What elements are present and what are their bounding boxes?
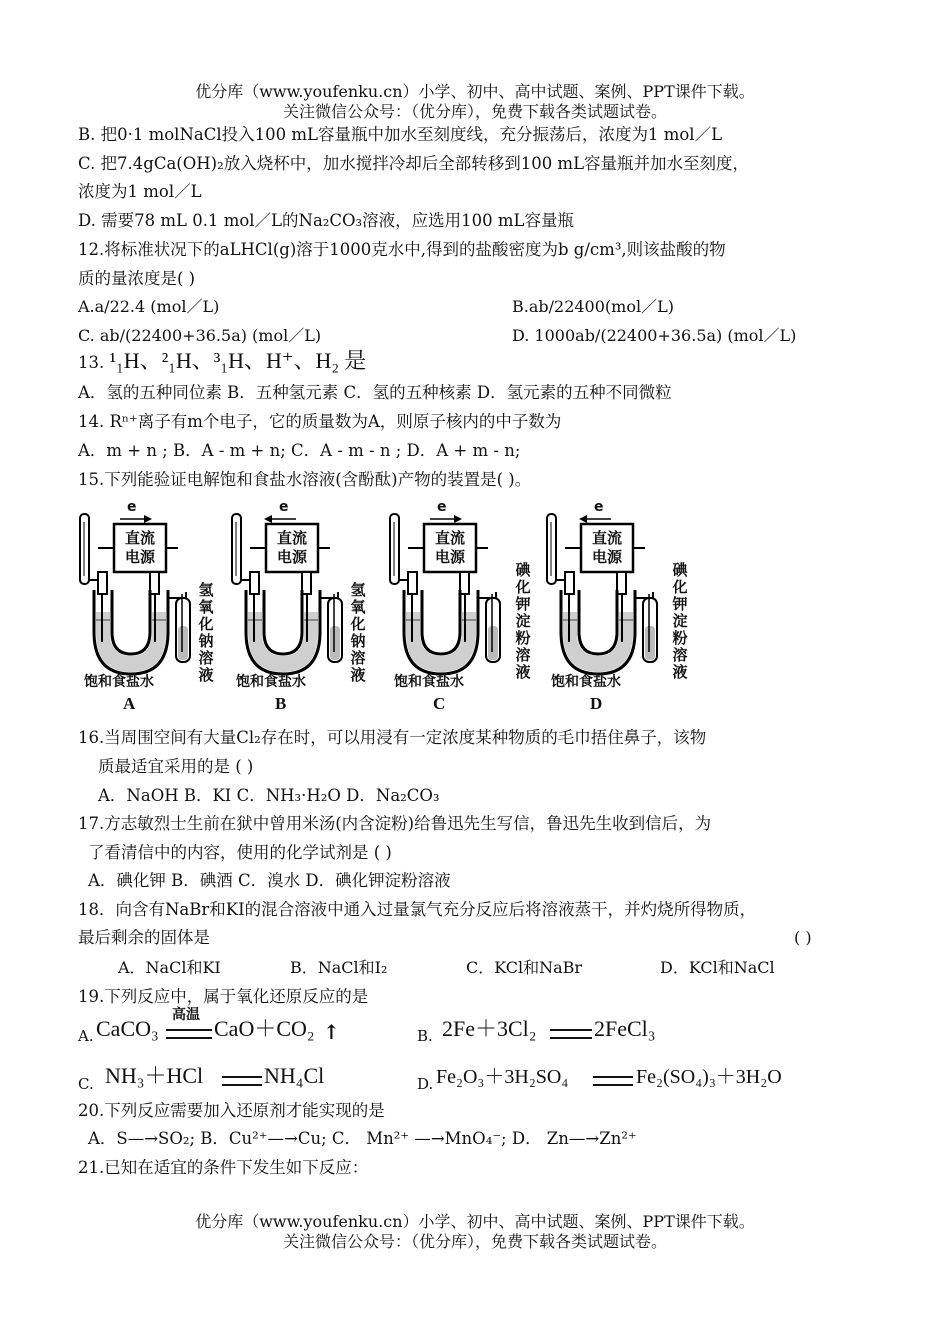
q11-option-c-line2: 浓度为1 mol／L [78, 182, 202, 201]
q11-option-d: D. 需要78 mL 0.1 mol／L的Na₂CO₃溶液，应选用100 mL容量瓶 [78, 211, 575, 230]
electron-flow-label: e [437, 499, 447, 515]
saturated-brine-label: 饱和食盐水 [394, 674, 464, 690]
side-solution-label: 氢氧化钠溶液 [350, 581, 366, 684]
q19-gas-arrow-icon: ↑ [323, 1020, 340, 1044]
electron-flow-label: e [594, 499, 604, 515]
q18-answer-paren: ( ) [794, 928, 812, 947]
q16-stem-line2: 质最适宜采用的是 ( ) [98, 757, 254, 776]
q18-option-d: D．KCl和NaCl [660, 958, 775, 977]
q19-option-d-reactant: Fe₂O₃＋3H₂SO₄ [436, 1066, 569, 1088]
q12-option-a: A.a/22.4 (mol／L) [78, 297, 220, 316]
q19-option-c-reactant: NH₃＋HCl [105, 1063, 204, 1088]
saturated-brine-label: 饱和食盐水 [551, 674, 621, 690]
q19-option-d-equals [593, 1076, 633, 1086]
q20-options: A．S—→SO₂; B．Cu²⁺—→Cu; C． Mn²⁺ —→MnO₄⁻; D． Zn—→Zn²⁺ [88, 1129, 637, 1148]
q12-option-b: B.ab/22400(mol／L) [512, 297, 674, 316]
q19-option-d-product: Fe₂(SO₄)₃＋3H₂O [636, 1066, 782, 1088]
q20-stem: 20.下列反应需要加入还原剂才能实现的是 [78, 1101, 385, 1120]
q13-options: A．氢的五种同位素 B．五种氢元素 C．氢的五种核素 D．氢元素的五种不同微粒 [78, 383, 672, 402]
q19-option-b-reactant: 2Fe＋3Cl₂ [442, 1016, 537, 1041]
q19-option-d-label: D. [417, 1075, 434, 1093]
apparatus-c [388, 499, 538, 717]
q21-stem: 21.已知在适宜的条件下发生如下反应： [78, 1158, 369, 1177]
apparatus-letter: C [433, 694, 446, 713]
q11-option-c-line1: C. 把7.4gCa(OH)₂放入烧杯中，加水搅拌冷却后全部转移到100 mL容量瓶并加水至刻度， [78, 154, 750, 173]
electron-flow-label: e [127, 499, 137, 515]
q16-options: A．NaOH B．KI C．NH₃·H₂O D．Na₂CO₃ [98, 786, 440, 805]
q13-formula: ¹₁H、²₁H、³₁H、H⁺、H₂ [109, 348, 340, 373]
q19-option-a-equals [166, 1029, 212, 1039]
q16-stem-line1: 16.当周围空间有大量Cl₂存在时，可以用浸有一定浓度某种物质的毛巾捂住鼻子，该物 [78, 728, 707, 747]
q18-stem-line1: 18．向含有NaBr和KI的混合溶液中通入过量氯气充分反应后将溶液蒸干，并灼烧所得物质， [78, 900, 757, 919]
q12-stem-line2: 质的量浓度是( ) [78, 269, 196, 288]
q17-options: A．碘化钾 B．碘酒 C．溴水 D．碘化钾淀粉溶液 [88, 871, 451, 890]
q12-option-c: C. ab/(22400+36.5a) (mol／L) [78, 326, 322, 345]
q19-option-b-label: B. [417, 1027, 433, 1045]
footer-line-2: 关注微信公众号：（优分库），免费下载各类试题试卷。 [282, 1232, 667, 1251]
header-line-1: 优分库（www.youfenku.cn）小学、初中、高中试题、案例、PPT课件下载。 [195, 82, 755, 101]
power-supply-label: 直流电源 [276, 529, 307, 566]
power-supply-label: 直流电源 [434, 529, 465, 566]
q19-option-a-condition: 高温 [172, 1007, 200, 1023]
q18-option-c: C．KCl和NaBr [466, 958, 583, 977]
q12-stem-line1: 12.将标准状况下的aLHCl(g)溶于1000克水中,得到的盐酸密度为b g/cm³,则该盐酸的物 [78, 240, 726, 259]
q19-option-c-product: NH₄Cl [264, 1063, 325, 1088]
q13-tail: 是 [344, 348, 367, 373]
q19-option-b-product: 2FeCl₃ [594, 1016, 656, 1041]
q18-option-a: A．NaCl和KI [118, 958, 221, 977]
apparatus-letter: B [275, 694, 287, 713]
q15-stem: 15.下列能验证电解饱和食盐水溶液(含酚酞)产物的装置是( )。 [78, 470, 532, 489]
q14-options: A．m + n ; B．A - m + n; C．A - m - n ; D．A + m - n; [78, 441, 521, 460]
power-supply-label: 直流电源 [591, 529, 622, 566]
power-supply-label: 直流电源 [124, 529, 155, 566]
q13-number: 13. [78, 353, 105, 372]
q17-stem-line2: 了看清信中的内容，使用的化学试剂是 ( ) [88, 843, 392, 862]
saturated-brine-label: 饱和食盐水 [236, 674, 306, 690]
q19-option-a-label: A. [78, 1027, 94, 1045]
q19-option-b-equals [550, 1029, 592, 1039]
q19-option-a-reactant: CaCO₃ [96, 1016, 159, 1041]
q19-stem: 19.下列反应中，属于氧化还原反应的是 [78, 987, 369, 1006]
saturated-brine-label: 饱和食盐水 [84, 674, 154, 690]
electron-flow-label: e [279, 499, 289, 515]
q13-stem [78, 350, 366, 374]
q12-option-d: D. 1000ab/(22400+36.5a) (mol／L) [512, 326, 797, 345]
header-line-2: 关注微信公众号：（优分库），免费下载各类试题试卷。 [282, 102, 667, 121]
apparatus-d [545, 499, 695, 717]
q11-option-b: B. 把0·1 molNaCl投入100 mL容量瓶中加水至刻度线，充分振荡后，浓度为1 mol／L [78, 125, 723, 144]
footer-line-1: 优分库（www.youfenku.cn）小学、初中、高中试题、案例、PPT课件下载。 [195, 1212, 755, 1231]
apparatus-b [230, 499, 380, 717]
q19-option-c-equals [222, 1076, 262, 1086]
q18-stem-line2: 最后剩余的固体是 [78, 928, 210, 947]
q19-option-c-label: C. [78, 1075, 94, 1093]
apparatus-letter: A [123, 694, 136, 713]
q14-stem: 14. Rⁿ⁺离子有m个电子，它的质量数为A，则原子核内的中子数为 [78, 412, 562, 431]
q18-option-b: B．NaCl和I₂ [290, 958, 388, 977]
side-solution-label: 碘化钾淀粉溶液 [515, 561, 531, 681]
apparatus-a [78, 499, 228, 717]
q17-stem-line1: 17.方志敏烈士生前在狱中曾用米汤(内含淀粉)给鲁迅先生写信，鲁迅先生收到信后，为 [78, 814, 712, 833]
q19-option-a-product: CaO＋CO₂ [214, 1016, 315, 1041]
side-solution-label: 氢氧化钠溶液 [198, 581, 214, 684]
apparatus-letter: D [590, 694, 603, 713]
side-solution-label: 碘化钾淀粉溶液 [672, 561, 688, 681]
